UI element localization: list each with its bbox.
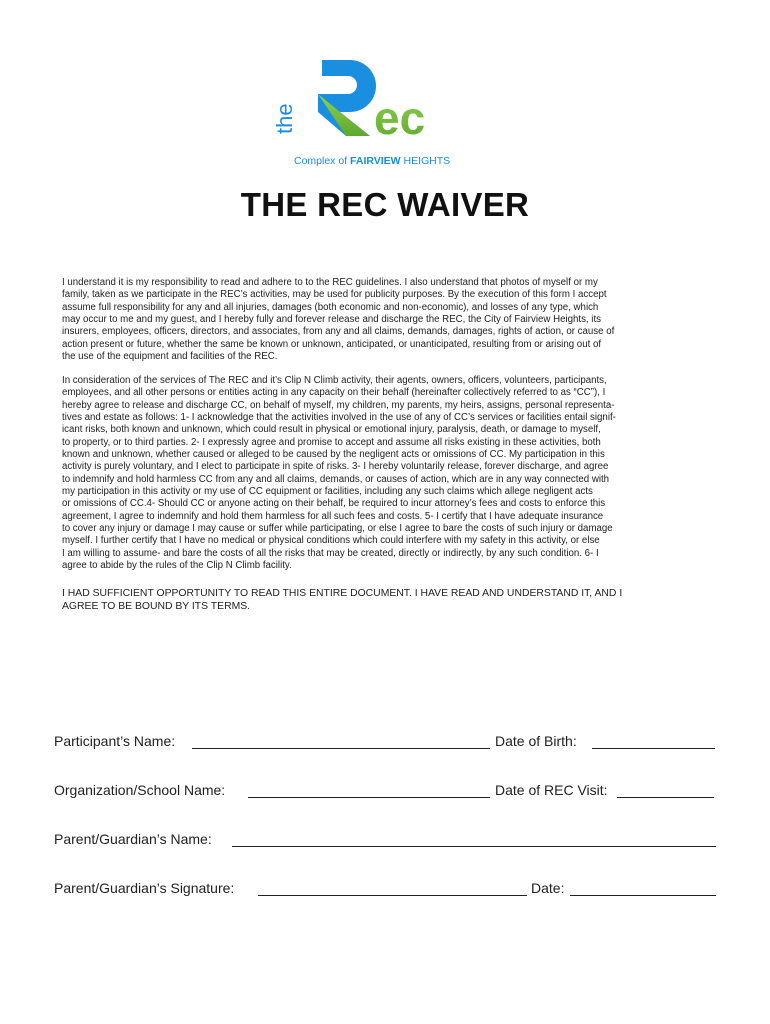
paragraph-line: In consideration of the services of The REC and it’s Clip N Climb activity, their agents, owners, officers, volunteers, participants, (62, 375, 607, 386)
svg-text:Complex of FAIRVIEW HEIGHTS: Complex of FAIRVIEW HEIGHTS (294, 155, 451, 167)
paragraph-line: or omissions of CC.4- Should CC or anyone acting on their behalf, be required to incur attorney’s fees and costs to enforce this (62, 498, 606, 510)
paragraph-line: known and unknown, whether caused or alleged to be caused by the negligent acts or omissions of CC. My participation in this (62, 449, 605, 461)
guardian-signature-label: Parent/Guardian’s Signature: (54, 880, 235, 896)
guardian-name-label: Parent/Guardian’s Name: (54, 831, 212, 847)
date-of-visit-field[interactable] (617, 797, 714, 798)
acknowledgement-paragraph (62, 587, 722, 613)
svg-text:the: the (272, 103, 297, 134)
paragraph-line: I understand it is my responsibility to read and adhere to to the REC guidelines. I also understand that photos of myself or my (62, 277, 598, 288)
organization-label: Organization/School Name: (54, 782, 226, 798)
page-title: THE REC WAIVER (240, 186, 530, 223)
participant-name-label: Participant’s Name: (54, 733, 176, 749)
paragraph-line: assume full responsibility for any and all injuries, damages (both economic and non-economic), and losses of any type, which (62, 301, 599, 313)
paragraph-line: activity is purely voluntary, and I elect to participate in spite of risks. 3- I hereby voluntarily release, forever discharge, and agree (62, 461, 609, 473)
guardian-name-field[interactable] (232, 846, 716, 847)
paragraph-line: tives and estate as follows: 1- I acknowledge that the activities involved in the use of any of CC’s services or facilities entail signif- (62, 412, 616, 424)
paragraph-line: myself. I further certify that I have no medical or physical conditions which could interfere with my safety in this activity, or else (62, 535, 600, 547)
participant-name-field[interactable] (192, 748, 490, 749)
paragraph-line: agree to abide by the rules of the Clip N Climb facility. (62, 560, 292, 572)
paragraph-line: agreement, I agree to indemnify and hold them harmless for all such fees and costs. 5- I certify that I have adequate insurance (62, 510, 604, 522)
guidelines-paragraph (62, 277, 722, 363)
paragraph-line: I HAD SUFFICIENT OPPORTUNITY TO READ THIS ENTIRE DOCUMENT. I HAVE READ AND UNDERSTAND IT, AND I (62, 588, 623, 599)
paragraph-line: action present or future, whether the same be known or unknown, anticipated, or unanticipated, resulting from or arising out of (62, 338, 602, 350)
date-of-birth-label: Date of Birth: (495, 733, 577, 749)
guardian-signature-field[interactable] (258, 895, 527, 896)
paragraph-line: icant risks, both known and unknown, which could result in physical or emotional injury, paralysis, death, or damage to myself, (62, 424, 601, 436)
paragraph-line: the use of the equipment and facilities of the REC. (62, 351, 278, 363)
paragraph-line: to cover any injury or damage I may cause or suffer while participating, or else I agree to bare the costs of such injury or damage (62, 523, 613, 535)
paragraph-line: I am willing to assume- and bare the costs of all the risks that may be created, directly or indirectly, by any such condition. 6- I (62, 547, 599, 559)
date-field[interactable] (570, 895, 716, 896)
organization-field[interactable] (248, 797, 490, 798)
paragraph-line: may occur to me and my guest, and I hereby fully and forever release and discharge the REC, the City of Fairview Heights, its (62, 314, 601, 326)
paragraph-line: AGREE TO BE BOUND BY ITS TERMS. (62, 601, 251, 612)
date-of-visit-label: Date of REC Visit: (495, 782, 608, 798)
date-of-birth-field[interactable] (592, 748, 715, 749)
paragraph-line: to indemnify and hold harmless CC from any and all claims, demands, or causes of action, which are in any way connected with (62, 473, 610, 485)
paragraph-line: my participation in this activity or my use of CC equipment or facilities, including any such claims which allege negligent acts (62, 486, 593, 498)
paragraph-line: hereby agree to release and discharge CC, on behalf of myself, my children, my parents, my heirs, assigns, personal representa- (62, 399, 615, 411)
date-label: Date: (531, 880, 565, 896)
svg-text:ec: ec (374, 92, 426, 144)
release-paragraph (62, 375, 722, 573)
paragraph-line: insurers, employees, officers, directors, and associates, from any and all claims, demands, damages, rights of action, or cause of (62, 326, 615, 338)
paragraph-line: employees, and all other persons or entities acting in any capacity on their behalf (hereinafter collectively referred to as “CC”), I (62, 387, 606, 399)
paragraph-line: to property, or to third parties. 2- I expressly agree and promise to accept and assume all risks existing in these activities, both (62, 436, 601, 448)
paragraph-line: family, taken as we participate in the REC’s activities, may be used for publicity purposes. By the execution of this form I accept (62, 289, 607, 301)
rec-logo (272, 54, 472, 171)
